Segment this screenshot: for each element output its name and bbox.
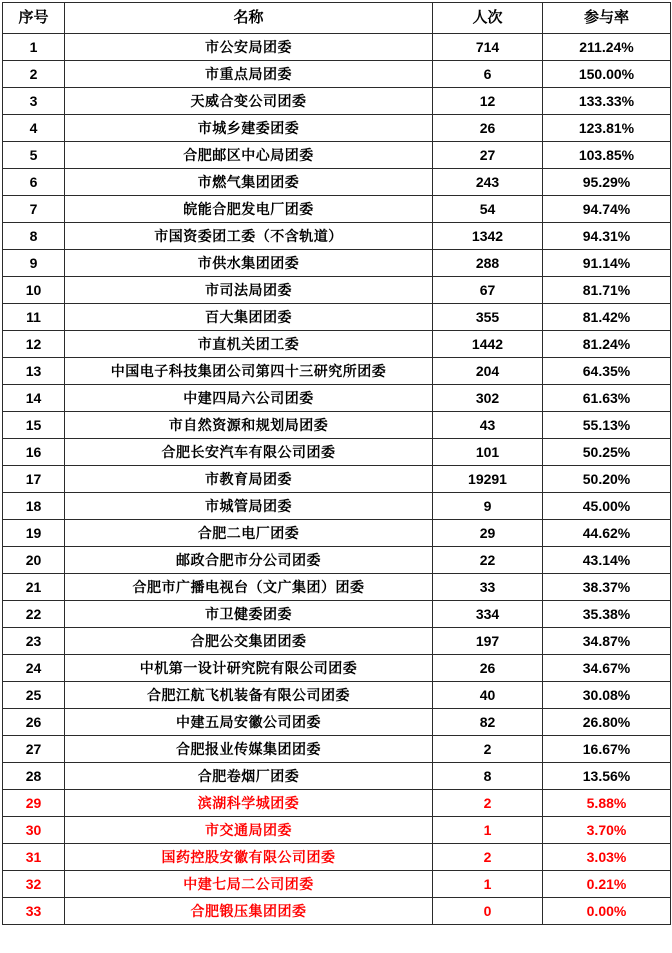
cell-name: 中建四局六公司团委 (65, 385, 433, 412)
cell-index: 33 (3, 898, 65, 925)
cell-name: 中机第一设计研究院有限公司团委 (65, 655, 433, 682)
cell-count: 197 (433, 628, 543, 655)
cell-name: 中建七局二公司团委 (65, 871, 433, 898)
cell-count: 0 (433, 898, 543, 925)
cell-rate: 3.70% (543, 817, 671, 844)
cell-name: 合肥长安汽车有限公司团委 (65, 439, 433, 466)
cell-count: 26 (433, 115, 543, 142)
cell-name: 市直机关团工委 (65, 331, 433, 358)
table-row (3, 547, 671, 574)
cell-count: 1 (433, 817, 543, 844)
cell-count: 2 (433, 844, 543, 871)
cell-rate: 38.37% (543, 574, 671, 601)
cell-rate: 35.38% (543, 601, 671, 628)
cell-index: 15 (3, 412, 65, 439)
table-row (3, 412, 671, 439)
cell-rate: 81.24% (543, 331, 671, 358)
cell-name: 国药控股安徽有限公司团委 (65, 844, 433, 871)
cell-rate: 50.20% (543, 466, 671, 493)
cell-count: 355 (433, 304, 543, 331)
table-row (3, 601, 671, 628)
cell-name: 市燃气集团团委 (65, 169, 433, 196)
cell-index: 22 (3, 601, 65, 628)
cell-rate: 44.62% (543, 520, 671, 547)
cell-count: 67 (433, 277, 543, 304)
cell-count: 334 (433, 601, 543, 628)
column-header-index: 序号 (3, 3, 65, 34)
cell-index: 24 (3, 655, 65, 682)
cell-rate: 30.08% (543, 682, 671, 709)
cell-name: 合肥市广播电视台（文广集团）团委 (65, 574, 433, 601)
table-row (3, 817, 671, 844)
cell-name: 市司法局团委 (65, 277, 433, 304)
cell-name: 合肥二电厂团委 (65, 520, 433, 547)
cell-index: 3 (3, 88, 65, 115)
cell-rate: 55.13% (543, 412, 671, 439)
table-row (3, 709, 671, 736)
cell-name: 百大集团团委 (65, 304, 433, 331)
cell-index: 14 (3, 385, 65, 412)
table-row (3, 142, 671, 169)
table-row (3, 331, 671, 358)
table-row (3, 736, 671, 763)
table-row (3, 466, 671, 493)
cell-count: 288 (433, 250, 543, 277)
cell-name: 合肥报业传媒集团团委 (65, 736, 433, 763)
cell-count: 9 (433, 493, 543, 520)
table-row (3, 61, 671, 88)
table-row (3, 493, 671, 520)
cell-name: 合肥江航飞机装备有限公司团委 (65, 682, 433, 709)
column-header-count: 人次 (433, 3, 543, 34)
table-row (3, 88, 671, 115)
cell-rate: 81.71% (543, 277, 671, 304)
cell-rate: 103.85% (543, 142, 671, 169)
table-row (3, 277, 671, 304)
cell-name: 市供水集团团委 (65, 250, 433, 277)
column-header-name: 名称 (65, 3, 433, 34)
cell-index: 19 (3, 520, 65, 547)
cell-name: 皖能合肥发电厂团委 (65, 196, 433, 223)
cell-count: 6 (433, 61, 543, 88)
cell-count: 101 (433, 439, 543, 466)
cell-rate: 211.24% (543, 34, 671, 61)
cell-count: 8 (433, 763, 543, 790)
cell-rate: 64.35% (543, 358, 671, 385)
cell-count: 33 (433, 574, 543, 601)
cell-rate: 26.80% (543, 709, 671, 736)
cell-name: 合肥锻压集团团委 (65, 898, 433, 925)
cell-index: 25 (3, 682, 65, 709)
cell-rate: 95.29% (543, 169, 671, 196)
table-header-row (3, 3, 671, 34)
table-row (3, 628, 671, 655)
cell-rate: 50.25% (543, 439, 671, 466)
cell-count: 19291 (433, 466, 543, 493)
cell-rate: 16.67% (543, 736, 671, 763)
table-row (3, 682, 671, 709)
cell-count: 29 (433, 520, 543, 547)
cell-count: 40 (433, 682, 543, 709)
cell-index: 30 (3, 817, 65, 844)
cell-name: 合肥邮区中心局团委 (65, 142, 433, 169)
table-row (3, 304, 671, 331)
table-header (3, 3, 671, 34)
cell-index: 16 (3, 439, 65, 466)
cell-count: 243 (433, 169, 543, 196)
table-row (3, 196, 671, 223)
cell-rate: 0.21% (543, 871, 671, 898)
table-row (3, 169, 671, 196)
cell-count: 1442 (433, 331, 543, 358)
cell-index: 1 (3, 34, 65, 61)
cell-name: 市国资委团工委（不含轨道） (65, 223, 433, 250)
cell-index: 4 (3, 115, 65, 142)
cell-name: 市教育局团委 (65, 466, 433, 493)
cell-count: 2 (433, 736, 543, 763)
cell-index: 21 (3, 574, 65, 601)
cell-rate: 5.88% (543, 790, 671, 817)
table-row (3, 223, 671, 250)
cell-index: 27 (3, 736, 65, 763)
cell-rate: 94.31% (543, 223, 671, 250)
cell-name: 市重点局团委 (65, 61, 433, 88)
cell-index: 8 (3, 223, 65, 250)
cell-index: 6 (3, 169, 65, 196)
cell-name: 市自然资源和规划局团委 (65, 412, 433, 439)
cell-rate: 91.14% (543, 250, 671, 277)
cell-rate: 43.14% (543, 547, 671, 574)
table-row (3, 763, 671, 790)
cell-name: 市交通局团委 (65, 817, 433, 844)
table-row (3, 844, 671, 871)
table-row (3, 34, 671, 61)
cell-count: 26 (433, 655, 543, 682)
cell-count: 714 (433, 34, 543, 61)
cell-name: 合肥卷烟厂团委 (65, 763, 433, 790)
cell-index: 23 (3, 628, 65, 655)
cell-index: 13 (3, 358, 65, 385)
cell-rate: 94.74% (543, 196, 671, 223)
cell-rate: 133.33% (543, 88, 671, 115)
table-row (3, 898, 671, 925)
cell-index: 18 (3, 493, 65, 520)
cell-index: 11 (3, 304, 65, 331)
cell-name: 邮政合肥市分公司团委 (65, 547, 433, 574)
cell-count: 204 (433, 358, 543, 385)
cell-index: 5 (3, 142, 65, 169)
cell-name: 中国电子科技集团公司第四十三研究所团委 (65, 358, 433, 385)
table-body (3, 34, 671, 925)
cell-index: 10 (3, 277, 65, 304)
cell-count: 2 (433, 790, 543, 817)
cell-index: 17 (3, 466, 65, 493)
table-row (3, 871, 671, 898)
cell-rate: 81.42% (543, 304, 671, 331)
cell-count: 54 (433, 196, 543, 223)
table-row (3, 574, 671, 601)
table-row (3, 385, 671, 412)
cell-rate: 45.00% (543, 493, 671, 520)
cell-rate: 123.81% (543, 115, 671, 142)
cell-count: 12 (433, 88, 543, 115)
cell-index: 2 (3, 61, 65, 88)
cell-name: 市城管局团委 (65, 493, 433, 520)
cell-rate: 0.00% (543, 898, 671, 925)
cell-rate: 34.87% (543, 628, 671, 655)
cell-rate: 3.03% (543, 844, 671, 871)
cell-name: 中建五局安徽公司团委 (65, 709, 433, 736)
table-row (3, 250, 671, 277)
table-row (3, 520, 671, 547)
cell-rate: 61.63% (543, 385, 671, 412)
cell-index: 26 (3, 709, 65, 736)
table-row (3, 439, 671, 466)
table-row (3, 115, 671, 142)
participation-rank-table (2, 2, 671, 925)
column-header-rate: 参与率 (543, 3, 671, 34)
cell-name: 天威合变公司团委 (65, 88, 433, 115)
cell-count: 82 (433, 709, 543, 736)
cell-name: 滨湖科学城团委 (65, 790, 433, 817)
cell-index: 12 (3, 331, 65, 358)
cell-count: 27 (433, 142, 543, 169)
cell-index: 28 (3, 763, 65, 790)
cell-name: 市城乡建委团委 (65, 115, 433, 142)
cell-count: 22 (433, 547, 543, 574)
cell-name: 市卫健委团委 (65, 601, 433, 628)
cell-name: 市公安局团委 (65, 34, 433, 61)
cell-count: 1 (433, 871, 543, 898)
cell-rate: 13.56% (543, 763, 671, 790)
cell-count: 302 (433, 385, 543, 412)
table-row (3, 655, 671, 682)
cell-count: 43 (433, 412, 543, 439)
cell-index: 20 (3, 547, 65, 574)
cell-index: 31 (3, 844, 65, 871)
cell-index: 29 (3, 790, 65, 817)
cell-count: 1342 (433, 223, 543, 250)
table-row (3, 790, 671, 817)
cell-index: 32 (3, 871, 65, 898)
cell-rate: 34.67% (543, 655, 671, 682)
cell-name: 合肥公交集团团委 (65, 628, 433, 655)
cell-rate: 150.00% (543, 61, 671, 88)
table-row (3, 358, 671, 385)
cell-index: 9 (3, 250, 65, 277)
cell-index: 7 (3, 196, 65, 223)
